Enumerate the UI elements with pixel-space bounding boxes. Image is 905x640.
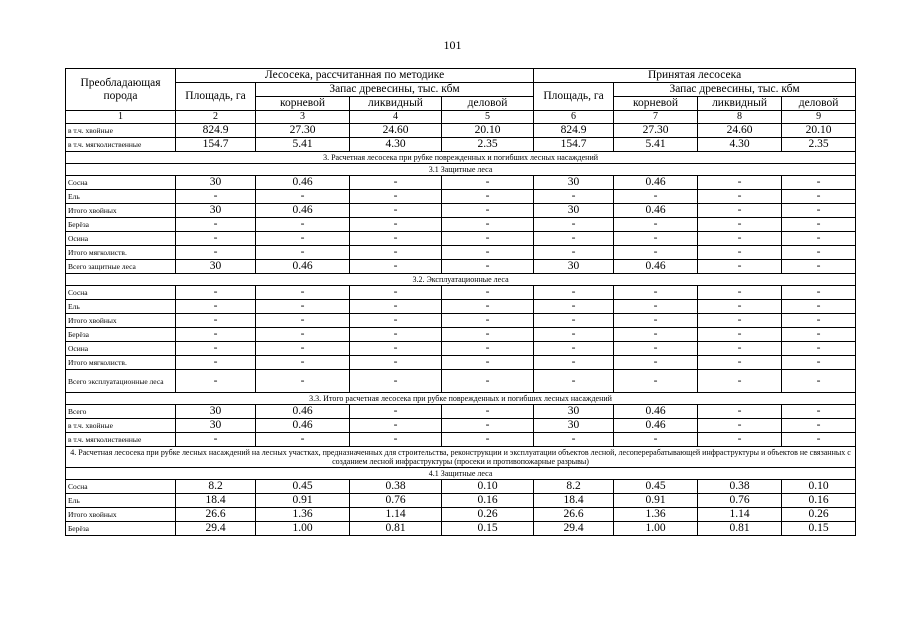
table-row [66,494,856,508]
table-cell: 8.2 [176,480,256,494]
table-cell: - [534,433,614,447]
row-label: в т.ч. хвойные [66,124,176,138]
table-cell: - [782,356,856,370]
header-root-method: корневой [256,97,350,111]
page-number: 101 [443,38,462,52]
table-cell: - [698,260,782,274]
table-cell: - [614,218,698,232]
table-cell: - [782,286,856,300]
table-cell: - [534,246,614,260]
table-cell: 0.10 [442,480,534,494]
table-row [66,405,856,419]
table-cell: 1.00 [614,522,698,536]
table-cell: 30 [534,419,614,433]
table-cell: - [442,370,534,393]
header-area-accepted: Площадь, га [534,83,614,111]
table-cell: 0.26 [782,508,856,522]
header-stock-method: Запас древесины, тыс. кбм [256,83,534,97]
table-cell: 2.35 [782,138,856,152]
table-cell: - [442,356,534,370]
table-cell: 2.35 [442,138,534,152]
table-row [66,190,856,204]
header-species: Преобладающая порода [66,69,176,111]
table-cell: 1.00 [256,522,350,536]
table-cell: - [614,370,698,393]
table-cell: 824.9 [176,124,256,138]
section-title: 3.1 Защитные леса [66,164,856,176]
header-liquid-accepted: ликвидный [698,97,782,111]
table-cell: - [442,218,534,232]
table-cell: 0.81 [698,522,782,536]
header-group-method: Лесосека, рассчитанная по методике [176,69,534,83]
table-cell: 27.30 [256,124,350,138]
table-cell: - [350,419,442,433]
section-row [66,393,856,405]
table-cell: 0.46 [614,260,698,274]
table-cell: - [698,328,782,342]
section-title: 4. Расчетная лесосека при рубке лесных насаждений на лесных участках, предназначенных для строительства, реконструкции и эксплуатации объектов лесной, лесоперерабатывающей инфраструктуры и объектов не связанных с созданием лесной инфраструктуры (просеки и противопожарные разрывы) [66,447,856,468]
table-cell: - [350,286,442,300]
table-cell: 4.30 [350,138,442,152]
table-cell: 30 [534,260,614,274]
table-cell: - [698,232,782,246]
column-number-row [66,111,856,124]
table-cell: - [350,260,442,274]
table-cell: 154.7 [176,138,256,152]
table-cell: - [350,218,442,232]
table-cell: 0.38 [698,480,782,494]
section-row [66,152,856,164]
section-row [66,468,856,480]
section-title: 3.3. Итого расчетная лесосека при рубке поврежденных и погибших лесных насаждений [66,393,856,405]
section-row [66,447,856,468]
table-cell: 29.4 [534,522,614,536]
table-cell: 0.76 [698,494,782,508]
row-label: в т.ч. мягколиственные [66,138,176,152]
table-cell: - [534,342,614,356]
table-cell: - [256,356,350,370]
column-number: 2 [176,111,256,124]
table-row [66,480,856,494]
table-cell: - [698,204,782,218]
table-cell: - [256,246,350,260]
table-cell: - [534,300,614,314]
table-cell: 0.16 [782,494,856,508]
table-cell: - [442,260,534,274]
row-label: Итого хвойных [66,508,176,522]
table-cell: - [442,286,534,300]
table-cell: 824.9 [534,124,614,138]
row-label: Всего защитные леса [66,260,176,274]
table-cell: 0.38 [350,480,442,494]
table-cell: - [782,176,856,190]
table-cell: - [614,300,698,314]
table-cell: 0.46 [256,405,350,419]
table-cell: - [782,370,856,393]
table-cell: 20.10 [782,124,856,138]
table-cell: - [782,433,856,447]
table-cell: 0.15 [442,522,534,536]
column-number: 1 [66,111,176,124]
table-cell: 0.81 [350,522,442,536]
table-cell: 4.30 [698,138,782,152]
table-cell: - [698,370,782,393]
table-cell: - [442,314,534,328]
table-cell: 0.10 [782,480,856,494]
table-cell: - [350,370,442,393]
header-root-accepted: корневой [614,97,698,111]
table-cell: - [442,176,534,190]
table-cell: - [176,370,256,393]
table-cell: - [534,356,614,370]
table-cell: - [442,419,534,433]
table-cell: - [350,232,442,246]
table-cell: 0.46 [614,204,698,218]
table-cell: - [782,405,856,419]
header-liquid-method: ликвидный [350,97,442,111]
column-number: 9 [782,111,856,124]
table-cell: - [782,190,856,204]
table-cell: - [442,433,534,447]
table-cell: - [256,218,350,232]
table-cell: - [534,190,614,204]
table-cell: - [614,342,698,356]
table-cell: - [698,314,782,328]
section-title: 3. Расчетная лесосека при рубке поврежденных и погибших лесных насаждений [66,152,856,164]
row-label: Ель [66,494,176,508]
column-number: 8 [698,111,782,124]
table-cell: - [614,433,698,447]
column-number: 3 [256,111,350,124]
table-cell: - [614,328,698,342]
table-row [66,260,856,274]
table-cell: - [442,328,534,342]
table-cell: - [534,370,614,393]
table-cell: - [176,232,256,246]
table-cell: - [614,190,698,204]
table-cell: - [534,232,614,246]
table-cell: - [176,356,256,370]
table-cell: 0.46 [614,176,698,190]
row-label: Берёза [66,522,176,536]
header-business-accepted: деловой [782,97,856,111]
table-cell: - [698,405,782,419]
table-cell: - [256,433,350,447]
table-cell: - [782,419,856,433]
table-row [66,522,856,536]
table-cell: - [614,246,698,260]
table-row [66,419,856,433]
table-cell: 0.91 [614,494,698,508]
table-cell: - [350,356,442,370]
table-cell: - [698,218,782,232]
table-cell: 5.41 [256,138,350,152]
header-group-accepted: Принятая лесосека [534,69,856,83]
table-cell: - [698,190,782,204]
table-header [66,69,856,124]
row-label: Осина [66,342,176,356]
table-cell: - [350,176,442,190]
table-cell: - [176,433,256,447]
table-cell: 0.91 [256,494,350,508]
table-row [66,433,856,447]
column-number: 6 [534,111,614,124]
table-row [66,232,856,246]
table-row [66,286,856,300]
table-cell: - [614,314,698,328]
table-cell: 1.36 [256,508,350,522]
table-cell: 0.46 [256,260,350,274]
table-cell: 30 [176,419,256,433]
table-cell: 30 [176,176,256,190]
table-cell: 0.45 [614,480,698,494]
table-body [66,124,856,536]
table-cell: 24.60 [698,124,782,138]
table-cell: - [782,314,856,328]
table-cell: - [698,246,782,260]
table-row [66,300,856,314]
table-cell: - [442,300,534,314]
table-cell: - [176,314,256,328]
table-cell: 30 [176,405,256,419]
table-cell: 1.14 [350,508,442,522]
table-cell: - [350,204,442,218]
table-cell: - [782,218,856,232]
table-cell: - [256,342,350,356]
table-cell: 0.46 [614,405,698,419]
table-cell: 20.10 [442,124,534,138]
table-cell: 0.76 [350,494,442,508]
table-row [66,370,856,393]
table-cell: - [350,314,442,328]
table-cell: - [256,190,350,204]
table-cell: 0.46 [614,419,698,433]
table-cell: 0.46 [256,176,350,190]
table-cell: - [256,314,350,328]
table-cell: 24.60 [350,124,442,138]
table-cell: - [350,328,442,342]
table-cell: - [442,232,534,246]
table-cell: 30 [534,405,614,419]
row-label: Сосна [66,286,176,300]
table-cell: 18.4 [534,494,614,508]
row-label: Сосна [66,176,176,190]
table-row [66,246,856,260]
table-cell: - [534,328,614,342]
row-label: Берёза [66,328,176,342]
table-cell: - [176,300,256,314]
table-cell: - [614,356,698,370]
table-cell: - [782,246,856,260]
column-number: 4 [350,111,442,124]
table-cell: - [534,314,614,328]
table-cell: - [782,260,856,274]
row-label: в т.ч. хвойные [66,419,176,433]
row-label: Итого мягколиств. [66,356,176,370]
row-label: Осина [66,232,176,246]
table-cell: - [614,286,698,300]
table-cell: 8.2 [534,480,614,494]
table-cell: 0.26 [442,508,534,522]
row-label: Всего эксплуатационные леса [66,370,176,393]
table-cell: - [534,286,614,300]
table-cell: - [698,419,782,433]
row-label: Итого мягколиств. [66,246,176,260]
table-row [66,328,856,342]
table-row [66,176,856,190]
table-cell: - [782,342,856,356]
header-business-method: деловой [442,97,534,111]
table-cell: 26.6 [534,508,614,522]
table-cell: - [698,176,782,190]
table-cell: 1.14 [698,508,782,522]
header-stock-accepted: Запас древесины, тыс. кбм [614,83,856,97]
table-cell: 0.46 [256,204,350,218]
section-title: 3.2. Эксплуатационные леса [66,274,856,286]
table-cell: 27.30 [614,124,698,138]
row-label: Ель [66,300,176,314]
row-label: Итого хвойных [66,204,176,218]
table-cell: 0.15 [782,522,856,536]
table-row [66,508,856,522]
table-cell: - [350,190,442,204]
table-cell: - [614,232,698,246]
row-label: Всего [66,405,176,419]
table-cell: - [350,300,442,314]
table-cell: - [442,246,534,260]
table-row [66,138,856,152]
table-cell: - [256,232,350,246]
table-cell: 30 [176,204,256,218]
table-cell: 0.16 [442,494,534,508]
table-cell: - [350,405,442,419]
table-cell: - [176,246,256,260]
table-cell: 1.36 [614,508,698,522]
table-row [66,124,856,138]
table-row [66,342,856,356]
table-cell: - [176,286,256,300]
table-row [66,218,856,232]
row-label: в т.ч. мягколиственные [66,433,176,447]
column-number: 7 [614,111,698,124]
forest-harvest-table [65,68,856,536]
table-cell: 29.4 [176,522,256,536]
table-cell: 0.45 [256,480,350,494]
table-cell: - [698,342,782,356]
table-cell: - [176,218,256,232]
table-cell: - [698,286,782,300]
row-label: Берёза [66,218,176,232]
table-cell: 30 [176,260,256,274]
table-row [66,314,856,328]
section-row [66,164,856,176]
table-cell: - [256,328,350,342]
table-cell: - [534,218,614,232]
table-cell: 30 [534,204,614,218]
table-cell: - [176,342,256,356]
table-cell: - [176,328,256,342]
table-cell: - [442,190,534,204]
table-row [66,356,856,370]
section-row [66,274,856,286]
table-cell: - [350,342,442,356]
table-cell: - [782,232,856,246]
table-cell: - [350,246,442,260]
table-cell: 26.6 [176,508,256,522]
table-cell: - [782,204,856,218]
table-cell: - [442,405,534,419]
table-cell: 30 [534,176,614,190]
table-cell: 154.7 [534,138,614,152]
table-cell: 5.41 [614,138,698,152]
table-cell: 0.46 [256,419,350,433]
table-cell: 18.4 [176,494,256,508]
table-cell: - [176,190,256,204]
table-row [66,204,856,218]
table-cell: - [698,433,782,447]
table-cell: - [698,300,782,314]
header-area-method: Площадь, га [176,83,256,111]
table-cell: - [782,328,856,342]
column-number: 5 [442,111,534,124]
table-cell: - [698,356,782,370]
table-cell: - [256,300,350,314]
row-label: Итого хвойных [66,314,176,328]
section-title: 4.1 Защитные леса [66,468,856,480]
table-cell: - [442,342,534,356]
row-label: Ель [66,190,176,204]
table-cell: - [442,204,534,218]
table-cell: - [782,300,856,314]
table-cell: - [350,433,442,447]
table-cell: - [256,370,350,393]
table-cell: - [256,286,350,300]
row-label: Сосна [66,480,176,494]
